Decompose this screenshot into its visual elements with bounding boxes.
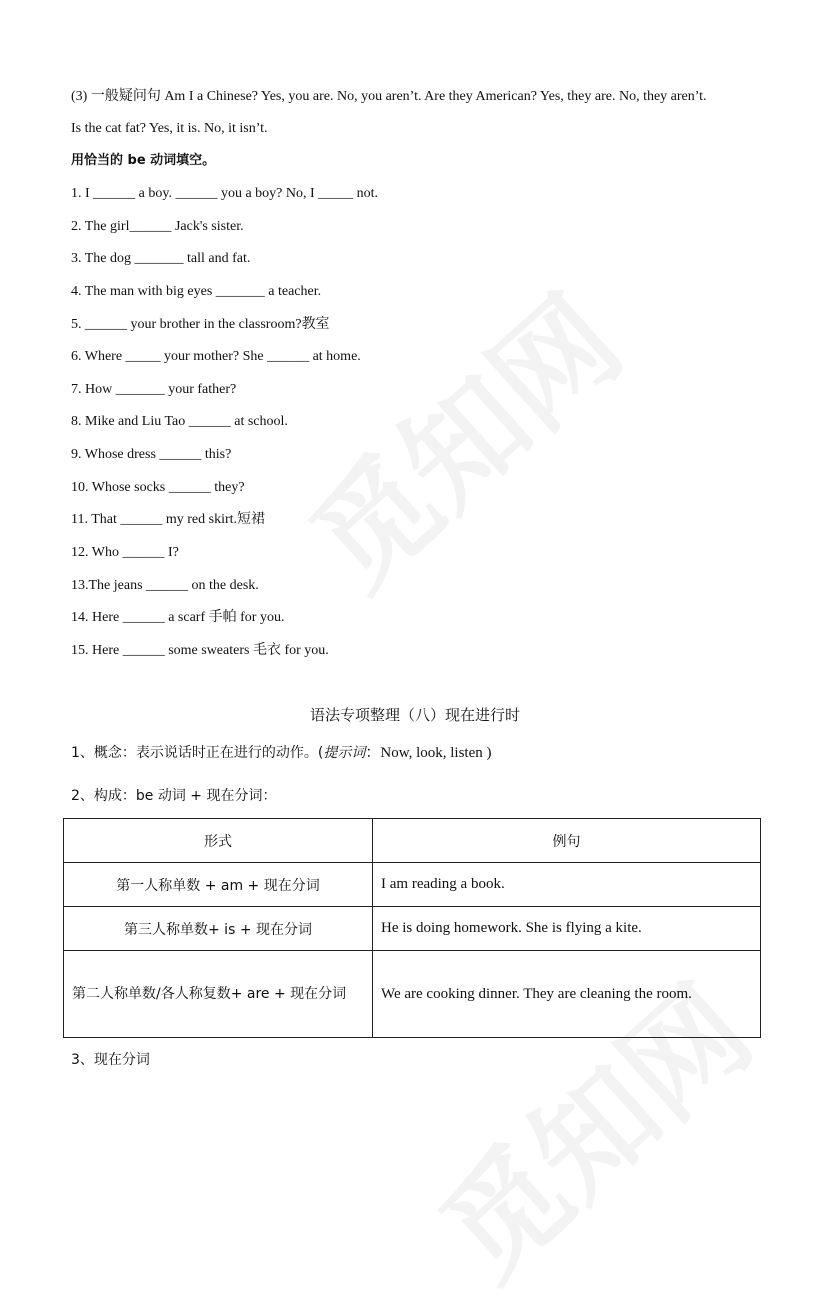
exercise-item: 2. The girl______ Jack's sister. [71, 219, 244, 234]
table-row [64, 907, 761, 951]
table-cell-example: He is doing homework. She is flying a kite. [373, 907, 761, 951]
participle-heading: 3、现在分词 [71, 1052, 150, 1068]
table-cell-example: I am reading a book. [373, 863, 761, 907]
intro-line-2: Is the cat fat? Yes, it is. No, it isn’t. [71, 121, 268, 136]
exercise-item: 14. Here ______ a scarf 手帕 for you. [71, 610, 285, 625]
table-row [64, 951, 761, 1038]
exercise-item: 6. Where _____ your mother? She ______ at home. [71, 349, 361, 364]
table-cell-form: 第三人称单数+ is + 现在分词 [64, 907, 373, 951]
exercise-item: 5. ______ your brother in the classroom?教室 [71, 317, 330, 332]
table-header-cell: 例句 [373, 819, 761, 863]
exercise-item: 11. That ______ my red skirt.短裙 [71, 512, 266, 527]
table-header-row [64, 819, 761, 863]
concept-prefix: 1、概念：表示说话时正在进行的动作。( [71, 745, 324, 761]
concept-hint-words: ：Now, look, listen ) [365, 745, 492, 761]
exercise-item: 1. I ______ a boy. ______ you a boy? No, I _____ not. [71, 186, 379, 201]
intro-line-1: (3) 一般疑问句 Am I a Chinese? Yes, you are. No, you aren’t. Are they American? Yes, they are. No, they aren’t. [71, 89, 707, 104]
exercise-item: 8. Mike and Liu Tao ______ at school. [71, 414, 288, 429]
exercise-item: 13.The jeans ______ on the desk. [71, 578, 259, 593]
exercise-item: 15. Here ______ some sweaters 毛衣 for you. [71, 643, 329, 658]
table-cell-example: We are cooking dinner. They are cleaning the room. [373, 951, 761, 1038]
exercise-item: 12. Who ______ I? [71, 545, 179, 560]
exercise-item: 4. The man with big eyes _______ a teacher. [71, 284, 322, 299]
structure-line: 2、构成：be 动词 + 现在分词： [71, 788, 277, 804]
grammar-table [63, 818, 761, 1038]
table-header-cell: 形式 [64, 819, 373, 863]
exercise-item: 7. How _______ your father? [71, 382, 237, 397]
exercise-title: 用恰当的 be 动词填空。 [71, 153, 216, 168]
watermark [269, 252, 652, 621]
exercise-item: 9. Whose dress ______ this? [71, 447, 232, 462]
table-cell-form: 第一人称单数 + am + 现在分词 [64, 863, 373, 907]
section-title: 语法专项整理（八）现在进行时 [309, 706, 520, 724]
exercise-item: 3. The dog _______ tall and fat. [71, 251, 251, 266]
concept-hint-label: 提示词 [323, 745, 366, 761]
exercise-item: 10. Whose socks ______ they? [71, 480, 245, 495]
concept-line [71, 744, 491, 762]
table-cell-form: 第二人称单数/各人称复数+ are + 现在分词 [64, 951, 373, 1038]
table-row [64, 863, 761, 907]
